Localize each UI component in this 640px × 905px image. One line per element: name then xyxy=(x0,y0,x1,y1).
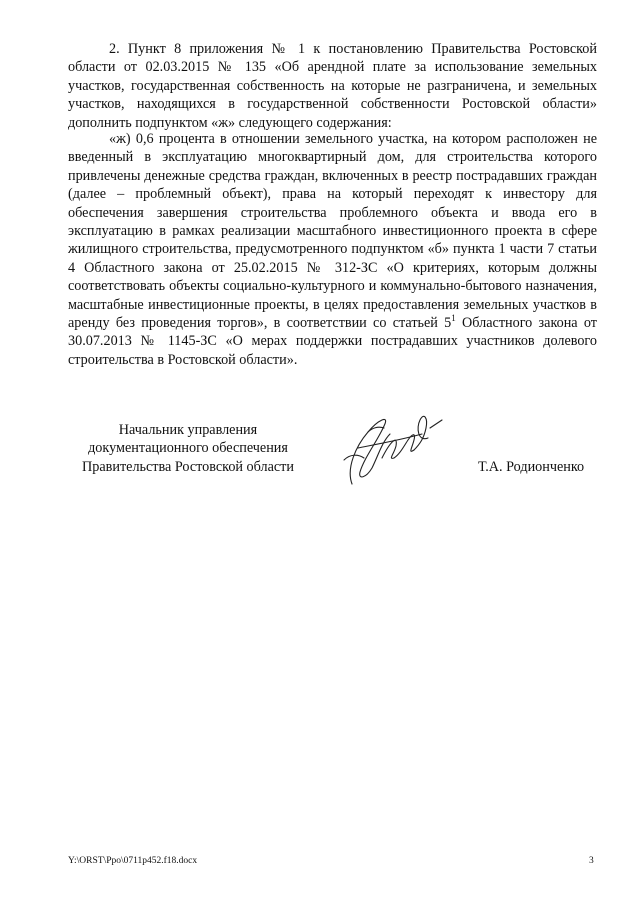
signatory-title-line-1: Начальник управления xyxy=(118,422,258,438)
signatory-title xyxy=(60,421,316,476)
signer-name: Т.А. Родионченко xyxy=(478,459,585,475)
article-superscript: 1 xyxy=(451,313,456,324)
paragraph-1: 2. Пункт 8 приложения № 1 к постановлению Правительства Ростовской области от 02.03.2015 № 135 «Об арендной плате за использование земельных участков, государственная собственность на которые не разграничена, и земельных участков, находящихся в государственной собственности Ростовской области» дополнить подпунктом «ж» следующего содержания: xyxy=(68,41,597,131)
signatory-title-line-3: Правительства Ростовской области xyxy=(82,458,294,475)
handwritten-signature xyxy=(338,398,448,493)
paragraph-2-text-before: «ж) 0,6 процента в отношении земельного участка, на котором расположен не введенный в эксплуатацию многоквартирный дом, для строительства которого привлечены денежные средства граждан, включенных в реестр пострадавших граждан (далее – проблемный объект), права на который переходят к инвестору для обеспечения завершения строительства проблемного объекта и ввода его в эксплуатацию в рамках реализации масштабного инвестиционного проекта в сфере жилищного строительства, предусмотренного подпунктом «б» пункта 1 части 7 статьи 4 Областного закона от 25.02.2015 № 312-ЗС «О критериях, которым должны соответствовать объекты социально-культурного и коммунально-бытового назначения, масштабные инвестиционные проекты, в целях предоставления земельных участков в аренду без проведения торгов», в соответствии со статьей 5 xyxy=(68,131,597,332)
paragraph-2 xyxy=(68,130,597,369)
footer-file-path: Y:\ORST\Ppo\0711p452.f18.docx xyxy=(68,856,198,866)
paragraph-2-text-after: Областного закона от 30.07.2013 № 1145-ЗС «О мерах поддержки пострадавших участников долевого строительства в Ростовской области». xyxy=(68,315,597,368)
page-number: 3 xyxy=(589,856,594,866)
signatory-title-line-2: документационного обеспечения xyxy=(88,440,288,457)
